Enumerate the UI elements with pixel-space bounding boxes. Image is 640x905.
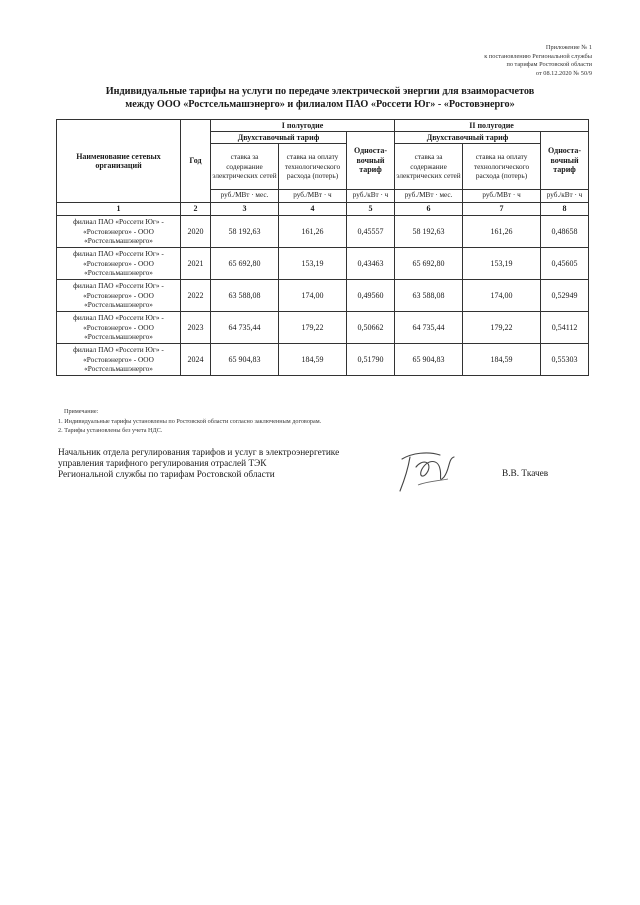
table-row: [57, 248, 589, 280]
org-name-cell: филиал ПАО «Россети Юг» - «Ростовэнерго» - ООО «Ростсельмашэнерго»: [57, 344, 181, 376]
column-number: 4: [279, 203, 347, 216]
h2-one-rate-cell: 0,48658: [541, 216, 589, 248]
org-name-cell: филиал ПАО «Россети Юг» - «Ростовэнерго» - ООО «Ростсельмашэнерго»: [57, 312, 181, 344]
year-cell: 2022: [181, 280, 211, 312]
h2-loss-cell: 179,22: [463, 312, 541, 344]
header-two-rate-2: Двухставочный тариф: [395, 132, 541, 144]
header-one-rate-1: Односта-вочный тариф: [347, 132, 395, 190]
table-row: [57, 280, 589, 312]
signer-name: В.В. Ткачев: [502, 469, 549, 479]
header-year: Год: [181, 120, 211, 203]
h1-loss-cell: 179,22: [279, 312, 347, 344]
handwritten-signature: [388, 447, 466, 495]
h1-loss-cell: 174,00: [279, 280, 347, 312]
h2-loss-cell: 174,00: [463, 280, 541, 312]
position-line: управления тарифного регулирования отраслей ТЭК: [58, 459, 267, 470]
h1-loss-cell: 161,26: [279, 216, 347, 248]
title-line-1: Индивидуальные тарифы на услуги по передаче электрической энергии для взаиморасчетов: [105, 86, 535, 97]
h2-maintenance-cell: 63 588,08: [395, 280, 463, 312]
year-cell: 2024: [181, 344, 211, 376]
tariff-table: [56, 119, 589, 376]
header-loss-rate-2: ставка на оплату технологического расхода (потерь): [463, 144, 541, 190]
unit-loss-2: руб./МВт · ч: [463, 190, 541, 203]
header-loss-rate-1: ставка на оплату технологического расхода (потерь): [279, 144, 347, 190]
unit-loss-1: руб./МВт · ч: [279, 190, 347, 203]
document-title: [60, 86, 580, 111]
column-number: 5: [347, 203, 395, 216]
h1-one-rate-cell: 0,51790: [347, 344, 395, 376]
unit-maintenance-2: руб./МВт · мес.: [395, 190, 463, 203]
header-org-name: Наименование сетевых организаций: [57, 120, 181, 203]
h1-loss-cell: 184,59: [279, 344, 347, 376]
org-name-cell: филиал ПАО «Россети Юг» - «Ростовэнерго» - ООО «Ростсельмашэнерго»: [57, 280, 181, 312]
appendix-date: от 08.12.2020 № 50/9: [535, 69, 592, 77]
signatory-position: [58, 448, 339, 482]
header-two-rate-1: Двухставочный тариф: [211, 132, 347, 144]
table-row: [57, 216, 589, 248]
note-item: 1. Индивидуальные тарифы установлены по Ростовской области согласно заключенным договорам.: [58, 417, 322, 425]
notes: [58, 407, 321, 436]
h1-maintenance-cell: 63 588,08: [211, 280, 279, 312]
unit-one-rate-2: руб./кВт · ч: [541, 190, 589, 203]
header-half-1: I полугодие: [211, 120, 395, 132]
column-number: 2: [181, 203, 211, 216]
column-numbers-row: [57, 203, 589, 216]
title-line-2: между ООО «Ростсельмашэнерго» и филиалом ПАО «Россети Юг» - «Ростовэнерго»: [125, 98, 515, 110]
h2-one-rate-cell: 0,45605: [541, 248, 589, 280]
h2-maintenance-cell: 64 735,44: [395, 312, 463, 344]
h1-maintenance-cell: 65 904,83: [211, 344, 279, 376]
h2-loss-cell: 153,19: [463, 248, 541, 280]
header-maintenance-rate-1: ставка за содержание электрических сетей: [211, 144, 279, 190]
appendix-number: Приложение № 1: [545, 44, 592, 51]
position-line: Начальник отдела регулирования тарифов и услуг в электроэнергетике: [58, 448, 340, 458]
h2-loss-cell: 184,59: [463, 344, 541, 376]
note-item: 2. Тарифы установлены без учета НДС.: [58, 427, 163, 435]
h2-one-rate-cell: 0,54112: [541, 312, 589, 344]
h1-maintenance-cell: 64 735,44: [211, 312, 279, 344]
h1-loss-cell: 153,19: [279, 248, 347, 280]
h1-one-rate-cell: 0,43463: [347, 248, 395, 280]
header-half-2: II полугодие: [395, 120, 589, 132]
table-row: [57, 312, 589, 344]
unit-maintenance-1: руб./МВт · мес.: [211, 190, 279, 203]
org-name-cell: филиал ПАО «Россети Юг» - «Ростовэнерго» - ООО «Ростсельмашэнерго»: [57, 216, 181, 248]
unit-one-rate-1: руб./кВт · ч: [347, 190, 395, 203]
h2-one-rate-cell: 0,52949: [541, 280, 589, 312]
h1-one-rate-cell: 0,45557: [347, 216, 395, 248]
appendix-line: по тарифам Ростовской области: [506, 61, 592, 69]
notes-title: Примечание:: [64, 408, 99, 415]
year-cell: 2020: [181, 216, 211, 248]
h2-one-rate-cell: 0,55303: [541, 344, 589, 376]
year-cell: 2021: [181, 248, 211, 280]
h1-one-rate-cell: 0,50662: [347, 312, 395, 344]
h2-maintenance-cell: 65 904,83: [395, 344, 463, 376]
column-number: 7: [463, 203, 541, 216]
org-name-cell: филиал ПАО «Россети Юг» - «Ростовэнерго» - ООО «Ростсельмашэнерго»: [57, 248, 181, 280]
h2-loss-cell: 161,26: [463, 216, 541, 248]
h2-maintenance-cell: 65 692,80: [395, 248, 463, 280]
table-row: [57, 344, 589, 376]
appendix-reference: [402, 44, 592, 78]
h2-maintenance-cell: 58 192,63: [395, 216, 463, 248]
column-number: 6: [395, 203, 463, 216]
column-number: 3: [211, 203, 279, 216]
h1-maintenance-cell: 65 692,80: [211, 248, 279, 280]
appendix-line: к постановлению Региональной службы: [484, 52, 592, 60]
column-number: 8: [541, 203, 589, 216]
header-maintenance-rate-2: ставка за содержание электрических сетей: [395, 144, 463, 190]
year-cell: 2023: [181, 312, 211, 344]
h1-one-rate-cell: 0,49560: [347, 280, 395, 312]
column-number: 1: [57, 203, 181, 216]
header-one-rate-2: Односта-вочный тариф: [541, 132, 589, 190]
h1-maintenance-cell: 58 192,63: [211, 216, 279, 248]
position-line: Региональной службы по тарифам Ростовской области: [58, 470, 275, 481]
